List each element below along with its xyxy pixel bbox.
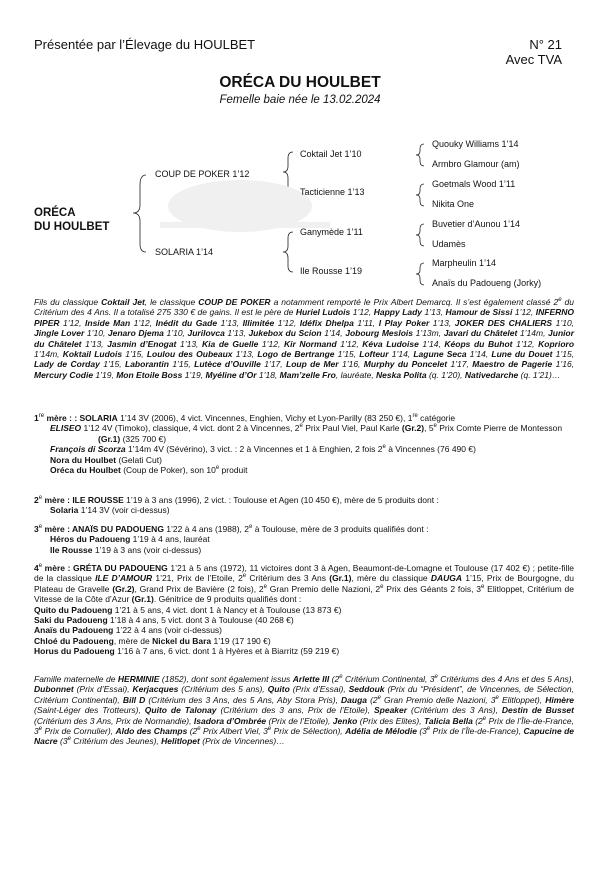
horse-name-mention: Loup de Mer [286, 359, 339, 370]
paragraph-text: e [339, 674, 343, 681]
horse-name-mention: Nativedarche [464, 369, 519, 380]
horse-name-mention: Kéops du Buhot [444, 338, 513, 349]
paragraph-text: (2 [367, 694, 378, 705]
horse-name-mention: Destin de Busset [501, 705, 574, 716]
paragraph-text: Elitloppet), [498, 694, 546, 705]
horse-name-mention: Kéva Ludoise [362, 338, 419, 349]
horse-name-mention: Aldo des Champs [115, 726, 188, 737]
third-dam-heading: 3e mère : ANAÏS DU PADOUENG 1’22 à 4 ans (1988), 2e à Toulouse, mère de 3 produits qualifiés dont : [34, 524, 429, 534]
paragraph-text: (Prix d’Essai), [73, 684, 133, 695]
first-dam-section [34, 413, 574, 475]
paragraph-text: Critériums des 4 Ans et des 5 Ans), [437, 674, 574, 684]
paragraph-text: 1’15, [168, 359, 195, 370]
horse-name-mention: Coktail Jet [101, 297, 145, 307]
paragraph-text: Fils du classique [34, 297, 102, 307]
horse-name-mention: Koprioro [538, 338, 575, 349]
paragraph-text: (Saint-Léger des Trotteurs), [34, 705, 145, 716]
horse-name-mention: Maestro de Pagerie [472, 359, 553, 370]
produce-item: Nora du Houlbet (Gelati Cut) [50, 454, 162, 465]
horse-name-mention: COUP DE POKER [198, 297, 271, 307]
paragraph-text: 1’14, [418, 338, 445, 349]
paragraph-text: (2 [187, 726, 198, 737]
paragraph-text: (Critérium des 3 Ans), [407, 705, 502, 716]
paragraph-text: 1’13, [422, 307, 446, 318]
paragraph-text: e [434, 674, 438, 681]
paragraph-text: 1’12, [59, 317, 86, 328]
produce-item: Quito du Padoueng 1’21 à 5 ans, 4 vict. dont 1 à Nancy et à Toulouse (13 873 €) [34, 604, 342, 615]
paragraph-text: du Critérium des 4 Ans. Il a totalisé 275 330 € de gains. Il est le père de [34, 297, 574, 318]
paragraph-text: 1’14m, [517, 328, 549, 339]
produce-item: Anaïs du Padoueng 1’22 à 4 ans (voir ci-dessus) [34, 625, 223, 636]
paragraph-text: 1’17, [260, 359, 287, 370]
paragraph-text: 1’12, [258, 338, 284, 349]
paragraph-text: e [38, 726, 43, 733]
paragraph-text: e [67, 736, 71, 743]
produce-item: François di Scorza 1’14m 4V (Sévérino), 3 vict. : 2 à Vincennes et 1 à Enghien, 2 fois 2e à Vincennes (76 490 €) [50, 444, 476, 455]
paragraph-text: 1’13, [232, 349, 258, 360]
paragraph-text: 1’12, [130, 317, 156, 328]
first-dam-heading: 1re mère : : SOLARIA 1’14 3V (2006), 4 vict. Vincennes, Enghien, Vichy et Lyon-Parilly (83 250 €), 1re catégorie [34, 413, 456, 423]
paragraph-text: 1’16, [338, 359, 364, 370]
paragraph-text: 1’10, [163, 328, 188, 339]
paragraph-text: 1’14m, [34, 349, 63, 360]
produce-item: Horus du Padoueng 1’16 à 7 ans, 6 vict. dont 1 à Hyères et à Biarritz (59 219 €) [34, 646, 340, 657]
paragraph-text: , le classique [144, 297, 199, 307]
horse-name-mention: Kir Normand [283, 338, 337, 349]
paragraph-text: (Critérium des 3 ans, Prix de l’Etoile), [216, 705, 374, 716]
horse-name-mention: Helitlopet [161, 736, 200, 747]
horse-name-mention: Javari du Châtelet [443, 328, 518, 339]
paragraph-text: e [558, 297, 562, 304]
paragraph-text: e [426, 726, 431, 733]
paragraph-text: (Prix de l’Etoile), [266, 715, 333, 726]
horse-name-mention: Quito [267, 684, 290, 695]
paragraph-text: 1’12, [350, 307, 374, 318]
horse-name-mention: I Play Poker [378, 317, 430, 328]
horse-name-mention: Lady de Corday [34, 359, 100, 370]
paragraph-text: (q. 1’21)… [518, 369, 561, 380]
paragraph-text: (Critérium des 3 Ans, Prix de Normandie), [34, 715, 194, 726]
produce-item: Saki du Padoueng 1’18 à 4 ans, 5 vict. dont 3 à Toulouse (40 268 €) [34, 615, 294, 626]
horse-name-mention: Himère [545, 694, 575, 705]
paragraph-text: 1’13, [176, 338, 203, 349]
paragraph-text: 1’12, [336, 338, 363, 349]
paragraph-text: 1’12, [512, 307, 536, 318]
lot-number: N° 21 [529, 37, 562, 52]
paragraph-text: e [267, 726, 272, 733]
paragraph-text: 1’11, [353, 317, 379, 328]
pedigree-dam-dam: Ile Rousse 1’19 [300, 266, 363, 276]
horse-name-mention: Neska Polita [376, 369, 427, 380]
fourth-dam-heading: 4e mère : GRÉTA DU PADOUENG 1’21 à 5 ans (1972), 11 victoires dont 3 à Agen, Beaumont-de-Lomagne et Toulouse (17 402 €) ; petite-fille de la classique ILE D’AMOUR 1’21, Prix de l’Etoile, 2e Critérium des 3 Ans (Gr.1), mère du classique DAUGA 1’15, Prix de Bourgogne, du Plateau de Gravelle (Gr.2), Grand Prix de Bavière (2 fois), 2e Gran Premio delle Nazioni, 2e Prix des Géants 2 fois, 3e Elitloppet, Critérium de Vitesse de la Côte d’Azur (Gr.1). Génitrice de 9 produits qualifiés dont : [34, 563, 574, 605]
paragraph-text: (Prix d’Essai), [289, 684, 349, 695]
paragraph-text: e [377, 694, 381, 701]
produce-item: Solaria 1’14 3V (voir ci-dessus) [50, 505, 170, 516]
horse-name-mention: Jasmin d’Enogat [107, 338, 177, 349]
horse-name-mention: Loulou des Oubeaux [146, 349, 233, 360]
paragraph-text: (q. 1’20), [426, 369, 465, 380]
horse-name-mention: Mercury Codie [34, 369, 94, 380]
paragraph-text: e [482, 715, 487, 722]
paragraph-text: 1’10, [552, 317, 575, 328]
horse-name-mention: Adélia de Mélodie [345, 726, 417, 737]
produce-item: ELISEO 1’12 4V (Timoko), classique, 4 vict. dont 2 à Vincennes, 2e Prix Paul Viel, Paul Karle (Gr.2), 5e Prix Comte Pierre de Montesson (Gr.1) (325 700 €) [50, 423, 563, 444]
horse-name-mention: Murphy du Poncelet [363, 359, 448, 370]
paragraph-text: Critérium des Jeunes), [70, 736, 162, 747]
paragraph-text: (Prix de Vincennes)… [199, 736, 285, 747]
produce-item: Oréca du Houlbet (Coup de Poker), son 10e produit [50, 465, 248, 476]
horse-name-mention: Jingle Lover [34, 328, 85, 339]
paragraph-text: (Critérium des 5 ans), [178, 684, 268, 695]
pedigree-subject: ORÉCA DU HOULBET [34, 207, 110, 233]
pedigree-dam-sire: Ganymède 1’11 [300, 227, 363, 237]
produce-item: Héros du Padoueng 1’19 à 4 ans, lauréat [50, 534, 210, 545]
pedigree-g1: Quouky Williams 1’14 [432, 139, 519, 149]
paragraph-text: 1’16, [552, 359, 575, 370]
paragraph-text: Critérium Continental, 3 [342, 674, 435, 684]
paragraph-text: 1’13m, [413, 328, 444, 339]
horse-name-mention: Isadora d’Ombrée [193, 715, 267, 726]
horse-name-mention: Logo de Bertrange [257, 349, 335, 360]
horse-name-mention: Lune du Douet [491, 349, 553, 360]
paragraph-text: e [197, 726, 201, 733]
paragraph-text: 1’17, [447, 359, 473, 370]
family-paragraph [34, 674, 574, 747]
paragraph-text: (2 [472, 715, 483, 726]
pedigree-sire-sire: Coktail Jet 1’10 [300, 149, 362, 159]
paragraph-text: (3 [416, 726, 427, 737]
paragraph-text: (Critérium des 3 Ans, des 5 Ans, Aby Stora Pris), [145, 694, 342, 705]
paragraph-text: 1’19, [93, 369, 117, 380]
pedigree-g3: Goetmals Wood 1’11 [432, 179, 516, 189]
horse-name-mention: Kerjacques [132, 684, 179, 695]
horse-name-mention: Speaker [373, 705, 408, 716]
paragraph-text: 1’13, [81, 338, 108, 349]
horse-name-mention: Jurilovca [187, 328, 225, 339]
paragraph-text: Prix de Sélection), [271, 726, 346, 737]
horse-name-mention: Dubonnet [34, 684, 74, 695]
paragraph-text: (3 [57, 736, 68, 747]
sire-paragraph [34, 297, 574, 380]
tva-label: Avec TVA [505, 52, 562, 67]
horse-name-mention: Huriel Ludois [295, 307, 351, 318]
horse-title: ORÉCA DU HOULBET [219, 74, 381, 91]
second-dam-heading: 2e mère : ILE ROUSSE 1’19 à 3 ans (1996), 2 vict. : Toulouse et Agen (10 450 €), mère de 5 produits dont : [34, 495, 439, 505]
horse-name-mention: Quito de Talonay [144, 705, 217, 716]
paragraph-text: (Prix du “Président”, de Vincennes, de Sélection, Critérium Continental), [34, 684, 574, 705]
horse-name-mention: Happy Lady [373, 307, 423, 318]
paragraph-text: Famille maternelle de [34, 674, 118, 684]
horse-name-mention: HERMINIE [117, 674, 160, 684]
pedigree-g6: Udamès [432, 239, 466, 249]
horse-name-mention: Jenaro Djema [107, 328, 164, 339]
paragraph-text: 1’13, [224, 328, 249, 339]
paragraph-text: (1852), dont sont également issus [159, 674, 293, 684]
horse-name-mention: Lagune Seca [413, 349, 467, 360]
horse-name-mention: Arlette III [292, 674, 330, 684]
horse-name-mention: INFERNO PIPER [34, 307, 575, 328]
pedigree-g8: Anaïs du Padoueng (Jorky) [432, 278, 542, 288]
paragraph-text: 1’13, [217, 317, 243, 328]
horse-name-mention: Hamour de Sissi [445, 307, 513, 318]
horse-name-mention: Dauga [341, 694, 368, 705]
paragraph-text: a notamment remporté le Prix Albert Demarcq. Il s’est également classé 2 [270, 297, 559, 307]
paragraph-text: (Prix des Elites), [357, 715, 424, 726]
paragraph-text: Prix de l’Île-de-France), [430, 726, 524, 737]
horse-name-mention: Lofteur [359, 349, 389, 360]
horse-name-mention: Bill D [122, 694, 146, 705]
horse-name-mention: Jobourg Meslois [345, 328, 413, 339]
horse-name-mention: Junior du Châtelet [34, 328, 575, 349]
pedigree-sire-dam: Tacticienne 1’13 [300, 187, 365, 197]
paragraph-text: 1’12, [274, 317, 300, 328]
produce-item: Ile Rousse 1’19 à 3 ans (voir ci-dessus) [50, 544, 202, 555]
paragraph-text: 1’19, [182, 369, 206, 380]
horse-name-mention: Mon Etoile Boss [116, 369, 183, 380]
paragraph-text: Prix de Cornulier), [42, 726, 116, 737]
second-dam-section [34, 495, 574, 516]
paragraph-text: e [495, 694, 499, 701]
paragraph-text: Prix de l’Île-de-France, 3 [34, 715, 574, 737]
horse-name-mention: Capucine de Nacre [34, 726, 575, 747]
horse-name-mention: Koktail Ludois [62, 349, 123, 360]
third-dam-section [34, 524, 574, 555]
pedigree-g7: Marpheulin 1’14 [432, 258, 497, 268]
paragraph-text: 1’15, [552, 349, 575, 360]
paragraph-text: 1’18, [256, 369, 280, 380]
paragraph-text: Prix Albert Viel, 3 [200, 726, 268, 737]
horse-name-mention: Lutèce d’Ouville [194, 359, 261, 370]
horse-name-mention: Jenko [332, 715, 358, 726]
paragraph-text: , lauréate, [335, 369, 377, 380]
paragraph-text: 1’14, [466, 349, 492, 360]
presenter-text: Présentée par l’Élevage du HOULBET [34, 37, 256, 52]
paragraph-text: 1’14, [321, 328, 346, 339]
paragraph-text: 1’15, [122, 349, 147, 360]
horse-name-mention: JOKER DES CHALIERS [454, 317, 553, 328]
pedigree-dam: SOLARIA 1’14 [155, 247, 214, 257]
paragraph-text: 1’14, [388, 349, 414, 360]
paragraph-text: 1’13, [429, 317, 455, 328]
paragraph-text: 1’10, [84, 328, 108, 339]
horse-name-mention: Kia de Guelle [202, 338, 259, 349]
horse-name-mention: Idéfix Dhelpa [299, 317, 354, 328]
horse-name-mention: Jukebox du Scion [248, 328, 322, 339]
pedigree-g5: Buvetier d’Aunou 1’14 [432, 219, 521, 229]
paragraph-text: Gran Premio delle Nazioni, 3 [380, 694, 496, 705]
paragraph-text: 1’12, [512, 338, 539, 349]
horse-name-mention: Inside Man [85, 317, 131, 328]
horse-name-mention: Talicia Bella [424, 715, 473, 726]
horse-name-mention: Inédit du Gade [155, 317, 218, 328]
horse-name-mention: Laborantin [125, 359, 169, 370]
horse-name-mention: Myéline d’Or [205, 369, 257, 380]
horse-name-mention: Seddouk [348, 684, 385, 695]
paragraph-text: 1’15, [334, 349, 360, 360]
paragraph-text: (2 [329, 674, 340, 684]
paragraph-text: 1’15, [99, 359, 126, 370]
horse-name-mention: Illimitée [242, 317, 275, 328]
pedigree-g2: Armbro Glamour (am) [432, 159, 520, 169]
produce-item: Chloé du Padoueng, mère de Nickel du Bara 1’19 (17 190 €) [34, 635, 271, 646]
fourth-dam-section [34, 563, 574, 657]
horse-name-mention: Mam’zelle Fro [279, 369, 336, 380]
pedigree-g4: Nikita One [432, 199, 475, 209]
horse-description: Femelle baie née le 13.02.2024 [219, 94, 381, 106]
pedigree-sire: COUP DE POKER 1’12 [155, 169, 250, 179]
